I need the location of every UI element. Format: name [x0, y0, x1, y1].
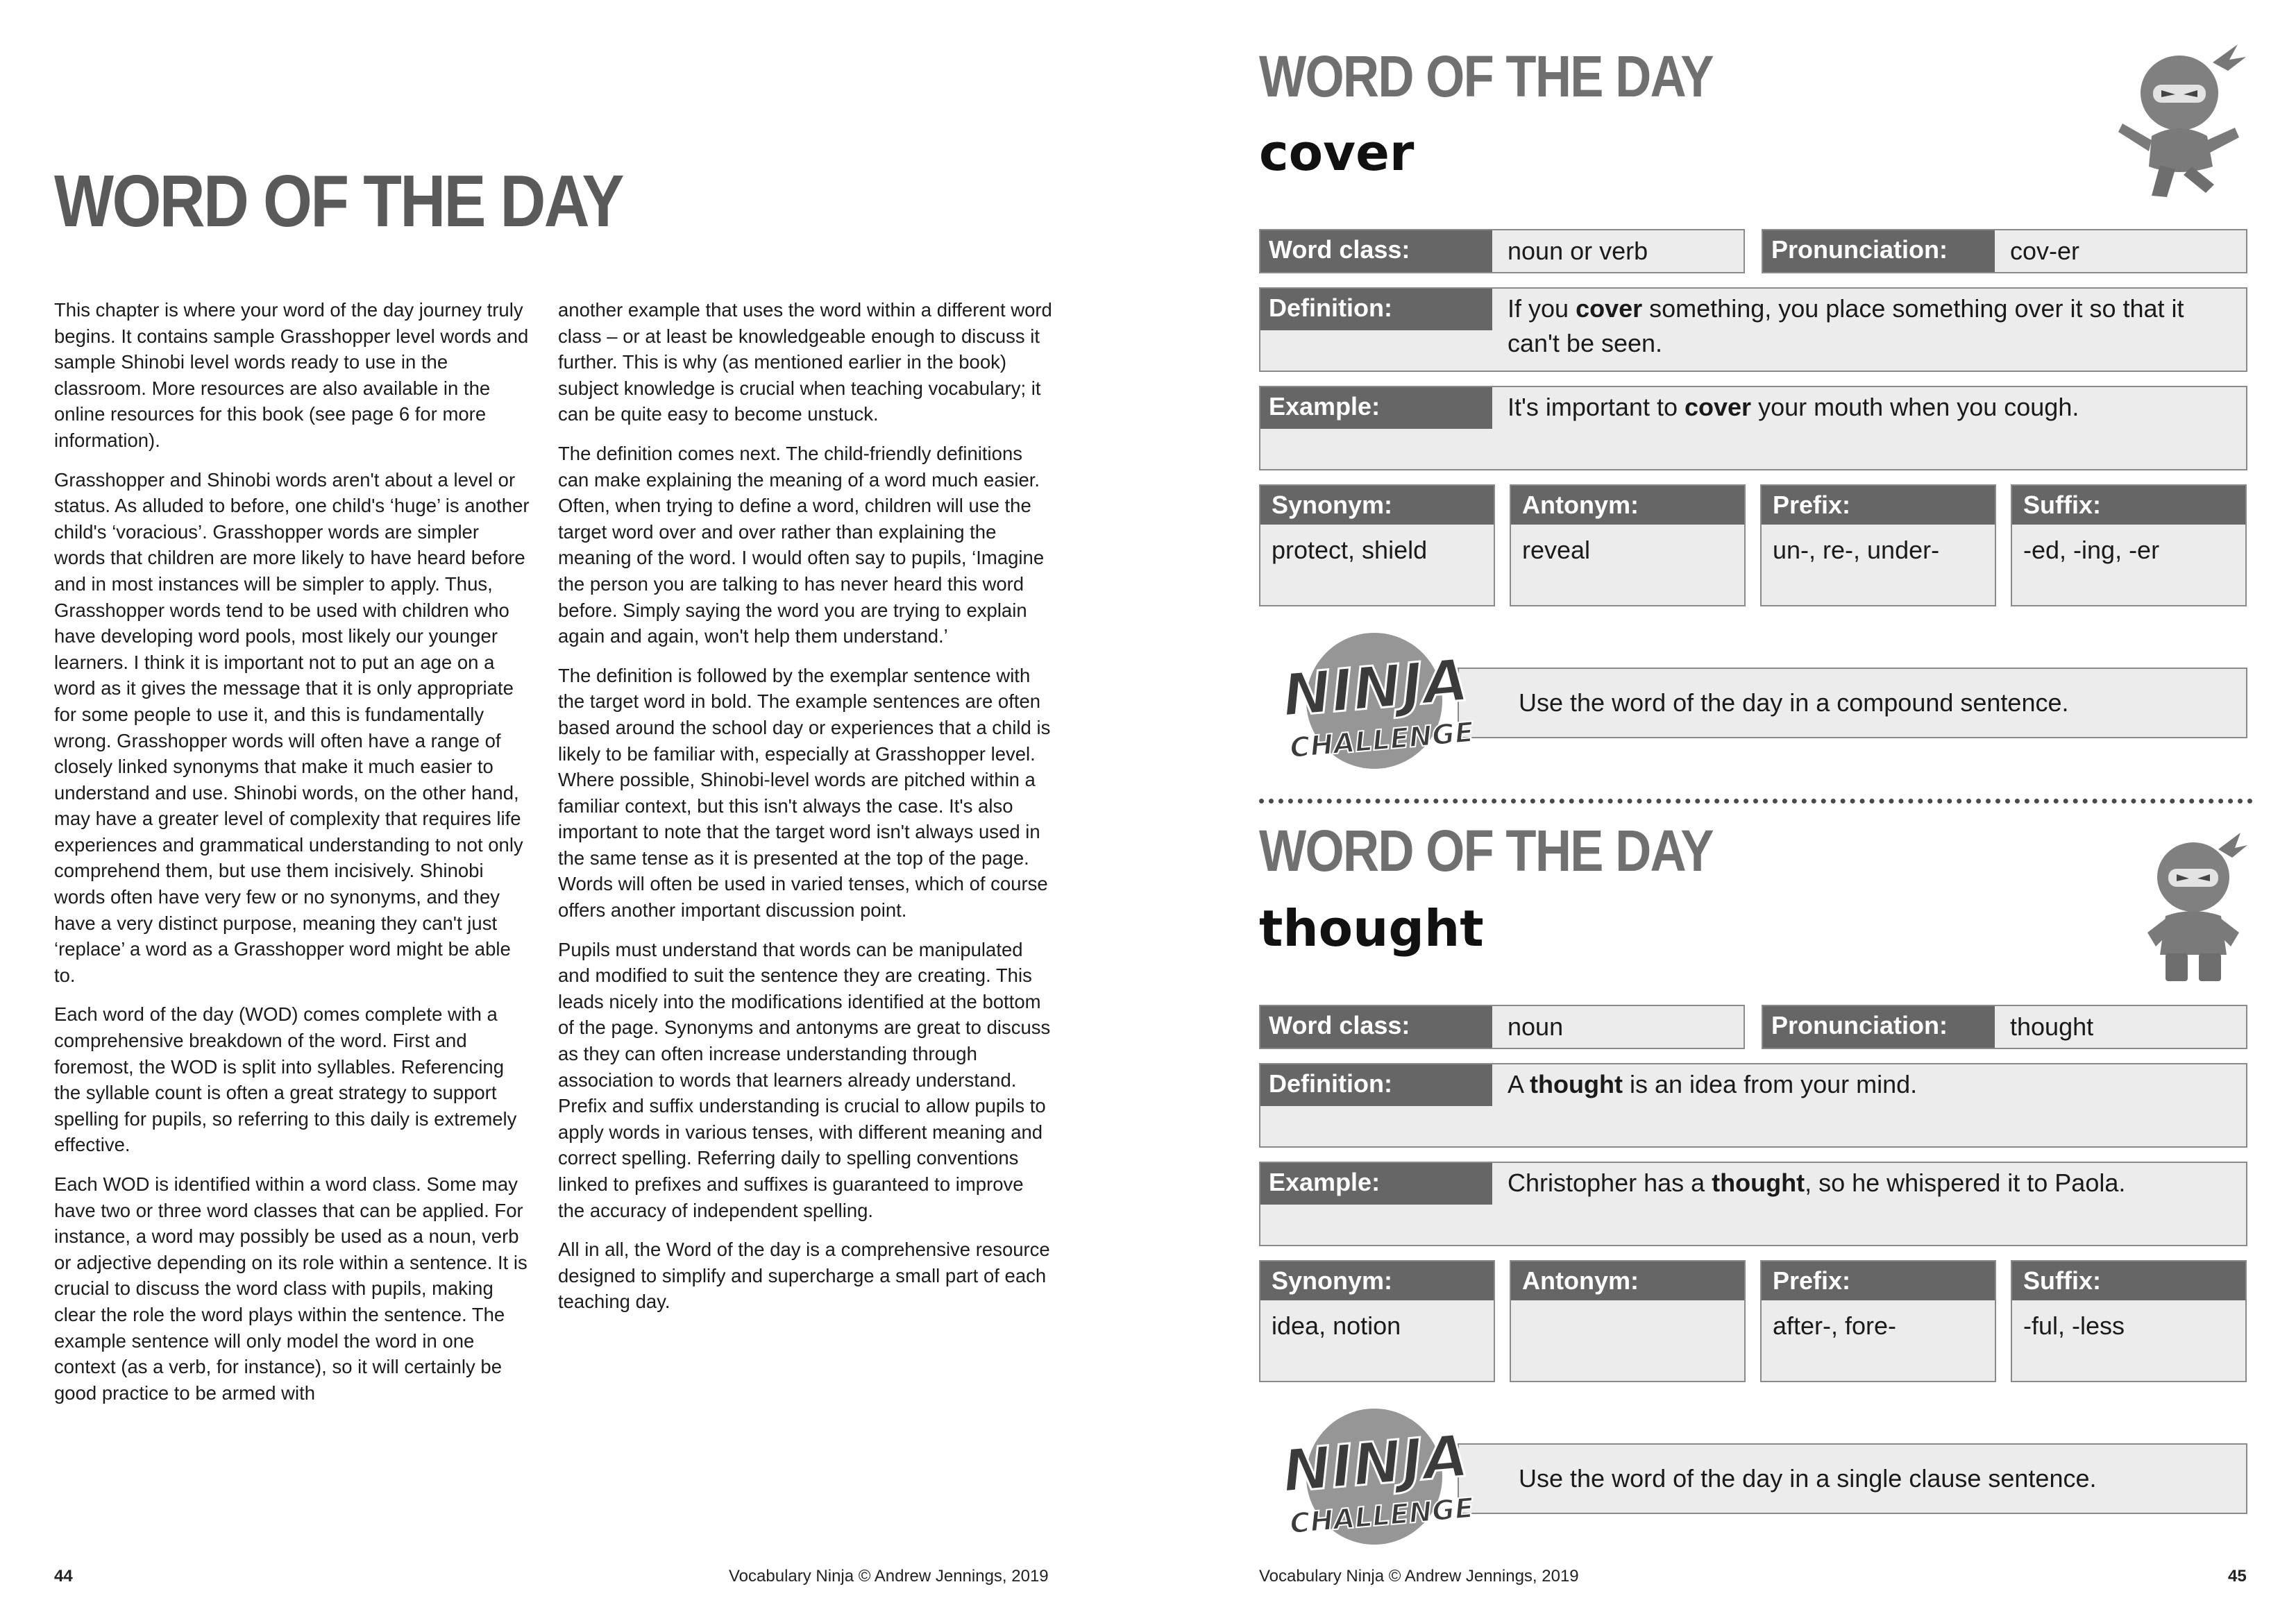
word-class-box [1259, 1005, 1745, 1049]
definition-value: If you cover something, you place something over it so that it can't be seen. [1508, 294, 2184, 357]
example-box [1259, 386, 2247, 470]
definition-label: Definition: [1260, 1064, 1492, 1106]
synonym-value: idea, notion [1272, 1311, 1401, 1340]
page-number-left: 44 [54, 1567, 73, 1586]
antonym-label: Antonym: [1511, 486, 1744, 525]
suffix-value: -ful, -less [2023, 1311, 2125, 1340]
paragraph: Grasshopper and Shinobi words aren't about a level or status. As alluded to before, one child's ‘huge’ is another child's ‘voracious’. Grasshopper words are simpler words that children are more likely to have heard before and in most instances will be simpler to apply. Thus, Grasshopper words tend to be used with children who have developing word pools, most likely our younger learners. I think it is important not to put an age on a word as it gives the message that it is only appropriate for some people to use it, and this is fundamentally wrong. Grasshopper words will often have a range of closely linked synonyms that make it much easier to understand and use. Shinobi words, on the other hand, may have a greater level of complexity that requires life experiences and grammatical understanding to not only comprehend them, but use them incisively. Shinobi words often have very few or no synonyms, and they have a very distinct purpose, meaning they can't just ‘replace’ a word as a Grasshopper word might be able to. [54, 468, 530, 986]
word-class-label: Word class: [1260, 230, 1492, 272]
antonym-label: Antonym: [1511, 1261, 1744, 1300]
challenge-box [1458, 668, 2247, 738]
entry-heading: WORD OF THE DAY [1259, 44, 1713, 109]
ninja-challenge-logo [1266, 630, 1495, 772]
page-number-right: 45 [2228, 1567, 2247, 1586]
suffix-box [2011, 484, 2247, 606]
example-value: It's important to cover your mouth when you cough. [1508, 393, 2079, 421]
word-class-box [1259, 229, 1745, 273]
text-column-1 [54, 297, 533, 1419]
word-class-value: noun or verb [1508, 237, 1648, 265]
definition-value: A thought is an idea from your mind. [1508, 1070, 1918, 1098]
entry-word: cover [1259, 124, 1415, 182]
example-value: Christopher has a thought, so he whispered it to Paola. [1508, 1169, 2126, 1197]
paragraph: This chapter is where your word of the day journey truly begins. It contains sample Grasshopper level words and sample Shinobi level words ready to use in the classroom. More resources are also available in the online resources for this book (see page 6 for more information). [54, 299, 529, 451]
paragraph: Pupils must understand that words can be manipulated and modified to suit the sentence they are creating. This leads nicely into the modifications identified at the bottom of the page. Synonyms and antonyms are great to discuss as they can often increase understanding through association to words that learners already understand. Prefix and suffix understanding is crucial to allow pupils to apply words in various tenses, with different meaning and correct spelling. Referring daily to spelling conventions linked to prefixes and suffixes is guaranteed to improve the accuracy of independent spelling. [558, 938, 1051, 1221]
chapter-title: WORD OF THE DAY [54, 160, 623, 242]
ninja-logo-word: NINJA [1279, 1421, 1471, 1506]
target-word-bold: thought [1712, 1169, 1805, 1197]
prefix-box [1760, 484, 1996, 606]
suffix-value: -ed, -ing, -er [2023, 536, 2160, 564]
section-divider [1259, 799, 2253, 804]
target-word-bold: thought [1530, 1070, 1623, 1098]
prefix-box [1760, 1260, 1996, 1382]
paragraph: Each word of the day (WOD) comes complete with a comprehensive breakdown of the word. First and foremost, the WOD is split into syllables. Referencing the syllable count is often a great strategy to support spelling for pupils, so referring to this daily is extremely effective. [54, 1003, 517, 1156]
prefix-label: Prefix: [1762, 1261, 1995, 1300]
example-box [1259, 1162, 2247, 1246]
paragraph: The definition comes next. The child-friendly definitions can make explaining the meaning of a word much easier. Often, when trying to define a word, children will use the target word over and over rather than explaining the meaning of the word. I would often say to pupils, ‘Imagine the person you are talking to has never heard this word before. Simply saying the word you are trying to explain again and again, won't help them understand.’ [558, 442, 1045, 647]
prefix-value: un-, re-, under- [1773, 536, 1940, 564]
challenge-logo-word: CHALLENGE [1288, 716, 1476, 765]
synonym-label: Synonym: [1260, 1261, 1494, 1300]
entry-word: thought [1259, 899, 1484, 958]
ninja-logo-word: NINJA [1279, 645, 1471, 730]
definition-box [1259, 1063, 2247, 1148]
synonym-label: Synonym: [1260, 486, 1494, 525]
example-label: Example: [1260, 387, 1492, 429]
footer-left: Vocabulary Ninja © Andrew Jennings, 2019 [729, 1567, 1049, 1586]
paragraph: All in all, the Word of the day is a comprehensive resource designed to simplify and supercharge a small part of each teaching day. [558, 1239, 1050, 1313]
synonym-value: protect, shield [1272, 536, 1428, 564]
paragraph: another example that uses the word within a different word class – or at least be knowledgeable enough to discuss it further. This is why (as mentioned earlier in the book) subject knowledge is crucial when teaching vocabulary; it can be quite easy to become unstuck. [558, 299, 1052, 425]
suffix-label: Suffix: [2012, 486, 2245, 525]
pronunciation-box [1762, 229, 2247, 273]
example-label: Example: [1260, 1163, 1492, 1205]
challenge-text: Use the word of the day in a single clause sentence. [1519, 1464, 2097, 1493]
word-class-label: Word class: [1260, 1006, 1492, 1048]
paragraph: Each WOD is identified within a word class. Some may have two or three word classes that can be applied. For instance, a word may possibly be used as a noun, verb or adjective depending on its role within a sentence. It is crucial to discuss the word class with pupils, making clear the role the word plays within the sentence. The example sentence will only model the word in one context (as a verb, for instance), so it will certainly be good practice to be armed with [54, 1173, 527, 1404]
definition-label: Definition: [1260, 289, 1492, 330]
prefix-value: after-, fore- [1773, 1311, 1897, 1340]
suffix-label: Suffix: [2012, 1261, 2245, 1300]
text-column-2 [558, 297, 1052, 1328]
pronunciation-label: Pronunciation: [1763, 230, 1995, 272]
target-word-bold: cover [1576, 294, 1643, 323]
pronunciation-label: Pronunciation: [1763, 1006, 1995, 1048]
ninja-standing-icon [2138, 830, 2249, 983]
word-class-value: noun [1508, 1012, 1564, 1041]
footer-right: Vocabulary Ninja © Andrew Jennings, 2019 [1259, 1567, 1579, 1586]
ninja-challenge-logo [1266, 1406, 1495, 1547]
antonym-box [1510, 1260, 1746, 1382]
definition-box [1259, 287, 2247, 372]
prefix-label: Prefix: [1762, 486, 1995, 525]
challenge-text: Use the word of the day in a compound sentence. [1519, 688, 2069, 717]
antonym-box [1510, 484, 1746, 606]
antonym-value: reveal [1522, 536, 1591, 564]
challenge-logo-word: CHALLENGE [1288, 1492, 1476, 1540]
entry-heading: WORD OF THE DAY [1259, 818, 1713, 883]
target-word-bold: cover [1684, 393, 1752, 421]
challenge-box [1458, 1443, 2247, 1514]
synonym-box [1259, 484, 1495, 606]
ninja-jumping-icon [2110, 39, 2249, 205]
pronunciation-box [1762, 1005, 2247, 1049]
pronunciation-value: cov-er [2010, 237, 2080, 265]
suffix-box [2011, 1260, 2247, 1382]
paragraph: The definition is followed by the exemplar sentence with the target word in bold. The example sentences are often based around the school day or experiences that a child is likely to be familiar with, especially at Grasshopper level. Where possible, Shinobi-level words are pitched within a familiar context, but this isn't always the case. It's also important to note that the target word isn't always used in the same tense as it is presented at the top of the page. Words will often be used in varied tenses, which of course offers another important discussion point. [558, 664, 1051, 921]
pronunciation-value: thought [2010, 1012, 2094, 1041]
synonym-box [1259, 1260, 1495, 1382]
